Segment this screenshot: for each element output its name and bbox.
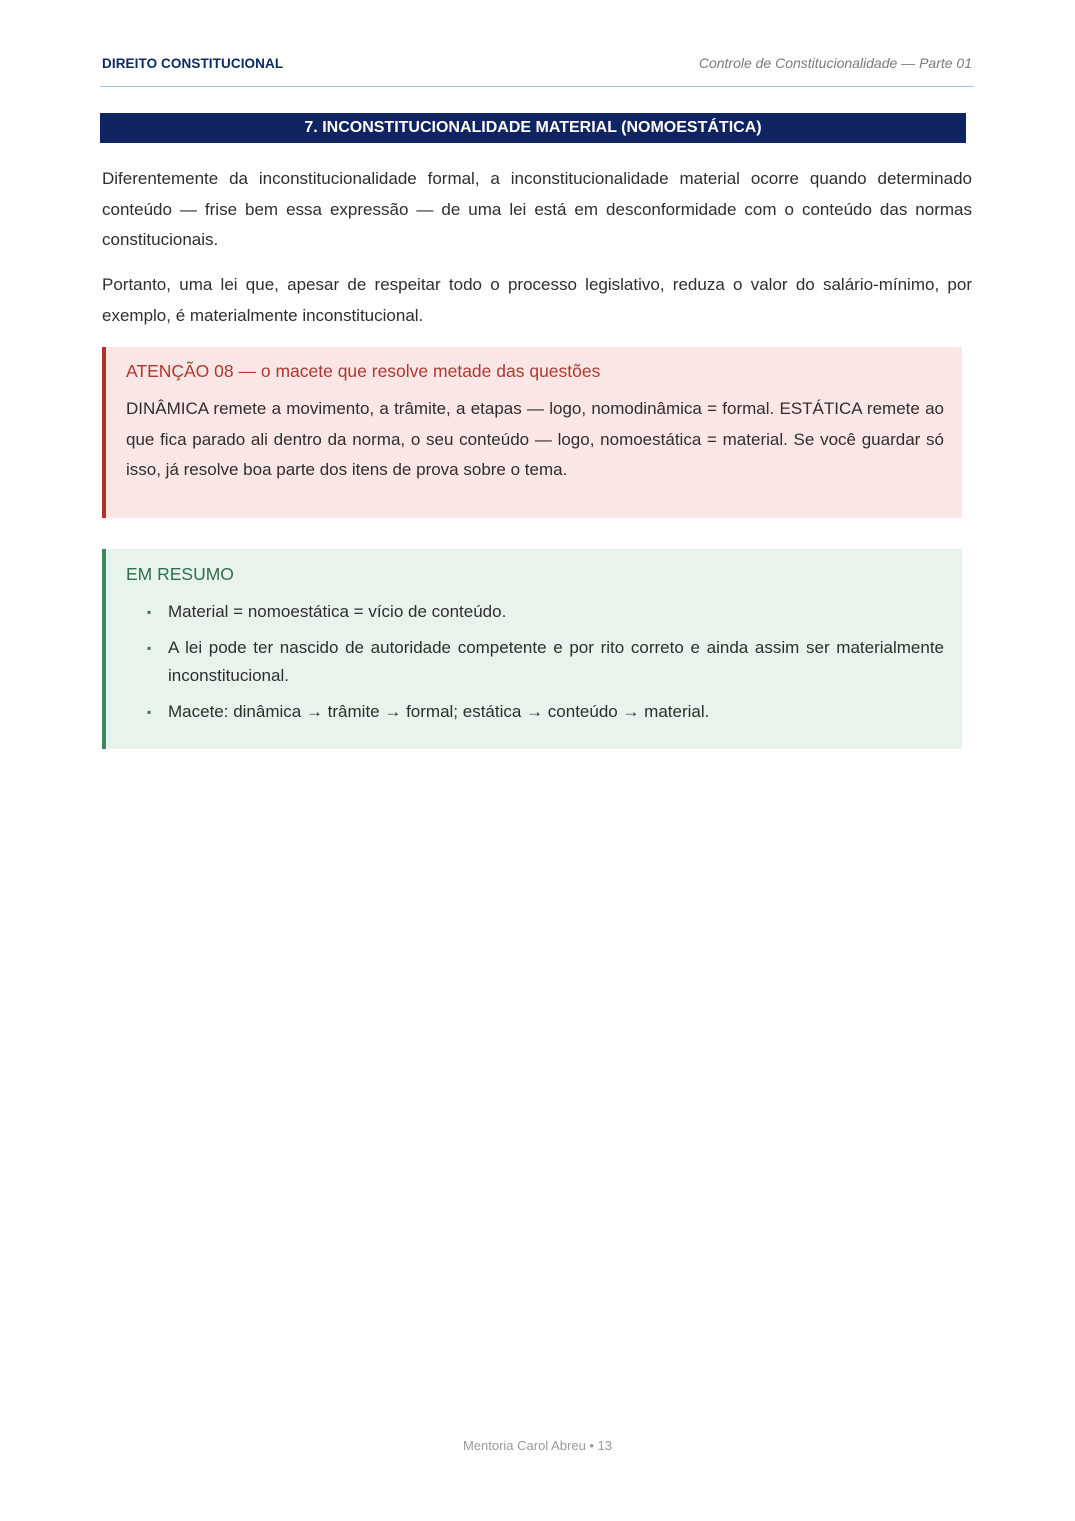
square-bullet-icon: ▪ bbox=[147, 705, 152, 719]
header-subject: DIREITO CONSTITUCIONAL bbox=[102, 56, 284, 71]
page-header bbox=[100, 52, 974, 87]
header-chapter: Controle de Constitucionalidade — Parte 01 bbox=[698, 55, 972, 71]
attention-text: DINÂMICA remete a movimento, a trâmite, a etapas — logo, nomodinâmica = formal. ESTÁTICA remete ao que fica parado ali dentro da norma, o seu conteúdo — logo, nomoestática = material. Se você guardar só isso, já resolve boa parte dos itens de prova sobre o tema. bbox=[126, 399, 944, 479]
summary-item-text: Material = nomoestática = vício de conteúdo. bbox=[168, 602, 507, 621]
attention-title: ATENÇÃO 08 — o macete que resolve metade das questões bbox=[126, 361, 601, 381]
summary-callout bbox=[102, 549, 962, 749]
summary-item bbox=[126, 698, 944, 726]
section-title-bar bbox=[100, 113, 966, 143]
attention-callout bbox=[102, 347, 962, 518]
body-paragraph: Diferentemente da inconstitucionalidade formal, a inconstitucionalidade material ocorre quando determinado conteúdo — frise bem essa expressão — de uma lei está em desconformidade com o conteúdo das normas constitucionais. bbox=[102, 169, 972, 249]
summary-title: EM RESUMO bbox=[126, 564, 234, 584]
square-bullet-icon: ▪ bbox=[147, 605, 152, 619]
summary-item bbox=[126, 634, 944, 690]
summary-list bbox=[126, 598, 944, 734]
square-bullet-icon: ▪ bbox=[147, 641, 152, 655]
summary-item-text: Macete: dinâmica → trâmite → formal; estática → conteúdo → material. bbox=[168, 702, 710, 721]
body-paragraph: Portanto, uma lei que, apesar de respeitar todo o processo legislativo, reduza o valor do salário-mínimo, por exemplo, é materialmente inconstitucional. bbox=[102, 275, 972, 325]
summary-item-text: A lei pode ter nascido de autoridade competente e por rito correto e ainda assim ser materialmente inconstitucional. bbox=[168, 638, 944, 685]
summary-item bbox=[126, 598, 944, 626]
section-title: 7. INCONSTITUCIONALIDADE MATERIAL (NOMOESTÁTICA) bbox=[304, 119, 762, 136]
page-footer: Mentoria Carol Abreu • 13 bbox=[462, 1438, 613, 1453]
